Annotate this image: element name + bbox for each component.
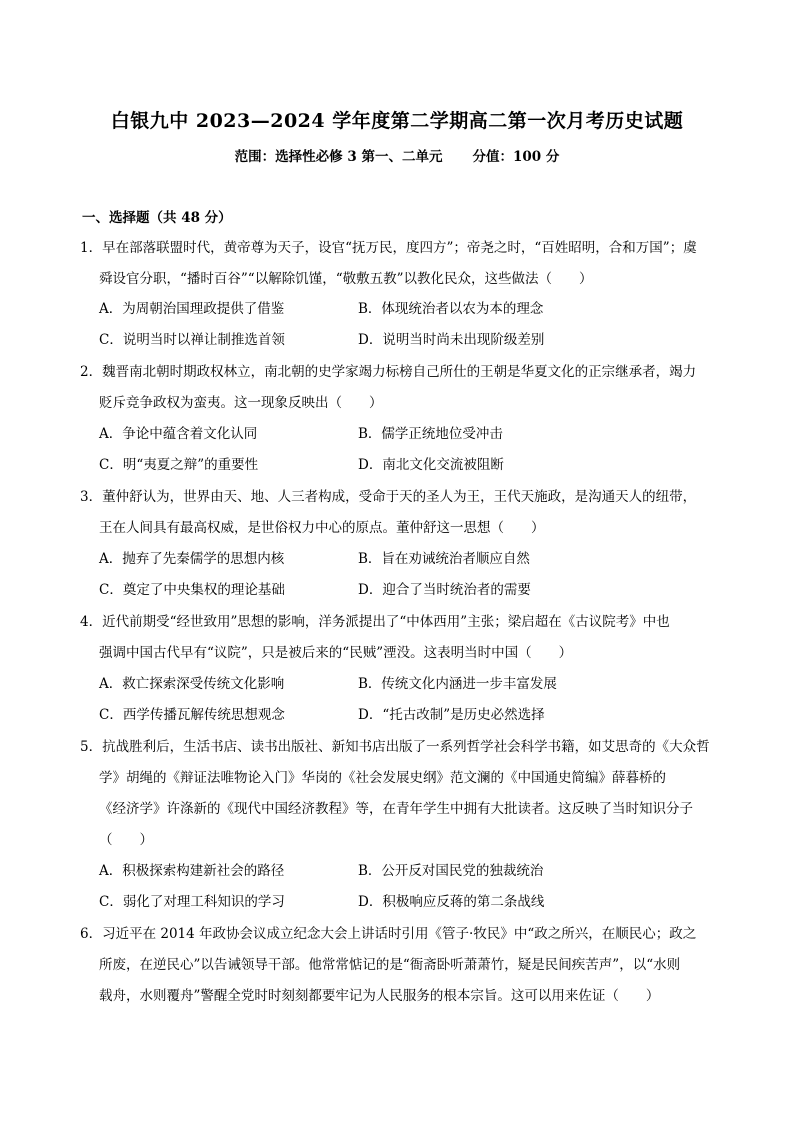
question-3-option-a: A．抛弃了先秦儒学的思想内核: [99, 551, 285, 567]
question-5-option-c: C．弱化了对理工科知识的学习: [99, 894, 285, 910]
question-3-option-b: B．旨在劝诫统治者顺应自然: [358, 551, 530, 567]
question-3-stem-line-2: 王在人间具有最高权威，是世俗权力中心的原点。董仲舒这一思想（ ）: [99, 520, 545, 536]
question-2-option-d: D．南北文化交流被阻断: [358, 457, 504, 473]
question-1-stem-line-2: 舜设官分职，“播时百谷”“以解除饥馑，“敬敷五教”以教化民众，这些做法（ ）: [99, 271, 593, 287]
question-3-stem-line-1: 3．董仲舒认为，世界由天、地、人三者构成，受命于天的圣人为王，王代天施政，是沟通天人的纽带，: [80, 489, 697, 505]
question-5-stem-line-2: 学》胡绳的《辩证法唯物论入门》华岗的《社会发展史纲》范文澜的《中国通史简编》薛暮桥的: [99, 770, 666, 786]
exam-subtitle: [0, 145, 794, 165]
question-3-option-d: D．迎合了当时统治者的需要: [358, 582, 531, 598]
question-2-stem-line-2: 贬斥竞争政权为蛮夷。这一现象反映出（ ）: [99, 395, 383, 411]
question-6-stem-line-2: 所废，在逆民心”以告诫领导干部。他常常惦记的是“衙斋卧听萧萧竹，疑是民间疾苦声”，以“水则: [99, 957, 681, 973]
question-4-option-a: A．救亡探索深受传统文化影响: [99, 676, 285, 692]
question-6-stem-line-1: 6．习近平在 2014 年政协会议成立纪念大会上讲话时引用《管子·牧民》中“政之所兴，在顺民心；政之: [80, 926, 697, 942]
question-4-option-c: C．西学传播瓦解传统思想观念: [99, 707, 285, 723]
question-1-option-b: B．体现统治者以农为本的理念: [358, 301, 544, 317]
question-2-stem-line-1: 2．魏晋南北朝时期政权林立，南北朝的史学家竭力标榜自己所仕的王朝是华夏文化的正宗继承者，竭力: [80, 364, 697, 380]
question-5-option-b: B．公开反对国民党的独裁统治: [358, 863, 544, 879]
question-3-option-c: C．奠定了中央集权的理论基础: [99, 582, 285, 598]
question-1-option-c: C．说明当时以禅让制推选首领: [99, 332, 285, 348]
question-1-option-a: A．为周朝治国理政提供了借鉴: [99, 301, 285, 317]
question-4-stem-line-1: 4．近代前期受“经世致用”思想的影响，洋务派提出了“中体西用”主张；梁启超在《古议院考》中也: [80, 614, 670, 630]
question-5-option-a: A．积极探索构建新社会的路径: [99, 863, 285, 879]
question-6-stem-line-3: 载舟，水则覆舟”警醒全党时时刻刻都要牢记为人民服务的根本宗旨。这可以用来佐证（ ）: [99, 988, 660, 1004]
question-5-stem-line-1: 5．抗战胜利后，生活书店、读书出版社、新知书店出版了一系列哲学社会科学书籍，如艾思奇的《大众哲: [80, 739, 710, 755]
question-5-option-d: D．积极响应反蒋的第二条战线: [358, 894, 545, 910]
question-1-option-d: D．说明当时尚未出现阶级差别: [358, 332, 545, 348]
question-4-option-b: B．传统文化内涵进一步丰富发展: [358, 676, 557, 692]
question-4-option-d: D．“托古改制”是历史必然选择: [358, 707, 545, 723]
question-2-option-c: C．明“夷夏之辩”的重要性: [99, 457, 259, 473]
question-4-stem-line-2: 强调中国古代早有“议院”，只是被后来的“民贼”湮没。这表明当时中国（ ）: [99, 645, 573, 661]
section-heading: 一、选择题（共 48 分）: [82, 210, 232, 226]
question-2-option-b: B．儒学正统地位受冲击: [358, 426, 503, 442]
exam-score: 分值：100 分: [472, 149, 560, 165]
question-5-stem-line-3: 《经济学》许涤新的《现代中国经济教程》等，在青年学生中拥有大批读者。这反映了当时知识分子: [99, 801, 693, 817]
question-5-stem-line-4: （ ）: [99, 832, 153, 848]
exam-title: 白银九中 2023—2024 学年度第二学期高二第一次月考历史试题: [110, 110, 684, 132]
question-1-stem-line-1: 1．早在部落联盟时代，黄帝尊为天子，设官“抚万民，度四方”；帝尧之时，“百姓昭明，合和万国”；虞: [80, 240, 697, 256]
question-2-option-a: A．争论中蕴含着文化认同: [99, 426, 258, 442]
exam-scope: 范围：选择性必修 3 第一、二单元: [234, 149, 443, 165]
